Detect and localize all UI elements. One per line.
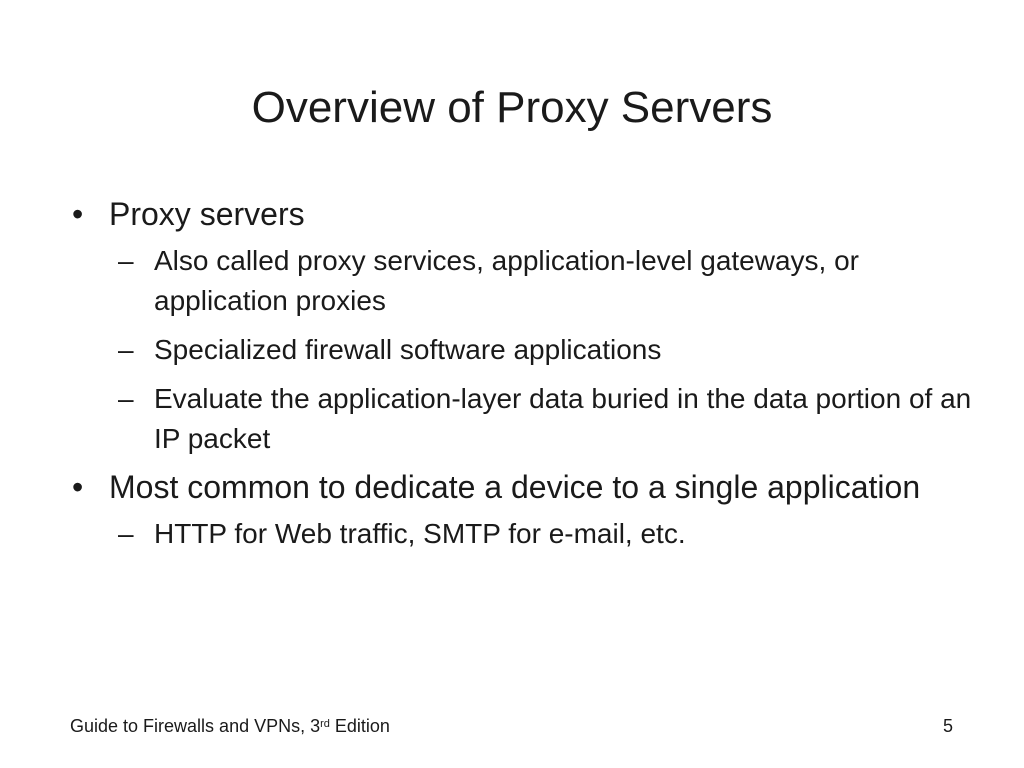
footer-title-suffix: Edition xyxy=(329,716,390,736)
slide-title: Overview of Proxy Servers xyxy=(251,83,773,132)
footer-title-superscript: rd xyxy=(320,718,330,730)
bullet-text: Most common to dedicate a device to a single application xyxy=(109,469,921,505)
subbullet-list xyxy=(109,241,972,459)
subbullet-text: HTTP for Web traffic, SMTP for e-mail, etc. xyxy=(154,518,686,549)
footer-book-title xyxy=(70,715,390,737)
footer-title-prefix: Guide to Firewalls and VPNs, 3 xyxy=(70,716,321,736)
subbullet-item xyxy=(109,241,972,321)
subbullet-symbol: – xyxy=(118,518,134,549)
bullet-text: Proxy servers xyxy=(109,196,305,232)
page-number: 5 xyxy=(942,716,953,736)
slide-content xyxy=(72,192,972,554)
bullet-symbol: • xyxy=(72,469,84,505)
subbullet-symbol: – xyxy=(118,245,134,276)
subbullet-text: Evaluate the application-layer data buried in the data portion of an IP packet xyxy=(154,383,972,454)
subbullet-item xyxy=(109,330,972,370)
subbullet-text: Also called proxy services, application-level gateways, or application proxies xyxy=(154,245,859,316)
subbullet-text: Specialized firewall software applications xyxy=(154,334,662,365)
subbullet-item xyxy=(109,514,972,554)
subbullet-symbol: – xyxy=(118,383,134,414)
bullet-symbol: • xyxy=(72,196,84,232)
bullet-item xyxy=(72,465,972,554)
bullet-item xyxy=(72,192,972,459)
subbullet-item xyxy=(109,379,972,459)
subbullet-list xyxy=(109,514,972,554)
subbullet-symbol: – xyxy=(118,334,134,365)
